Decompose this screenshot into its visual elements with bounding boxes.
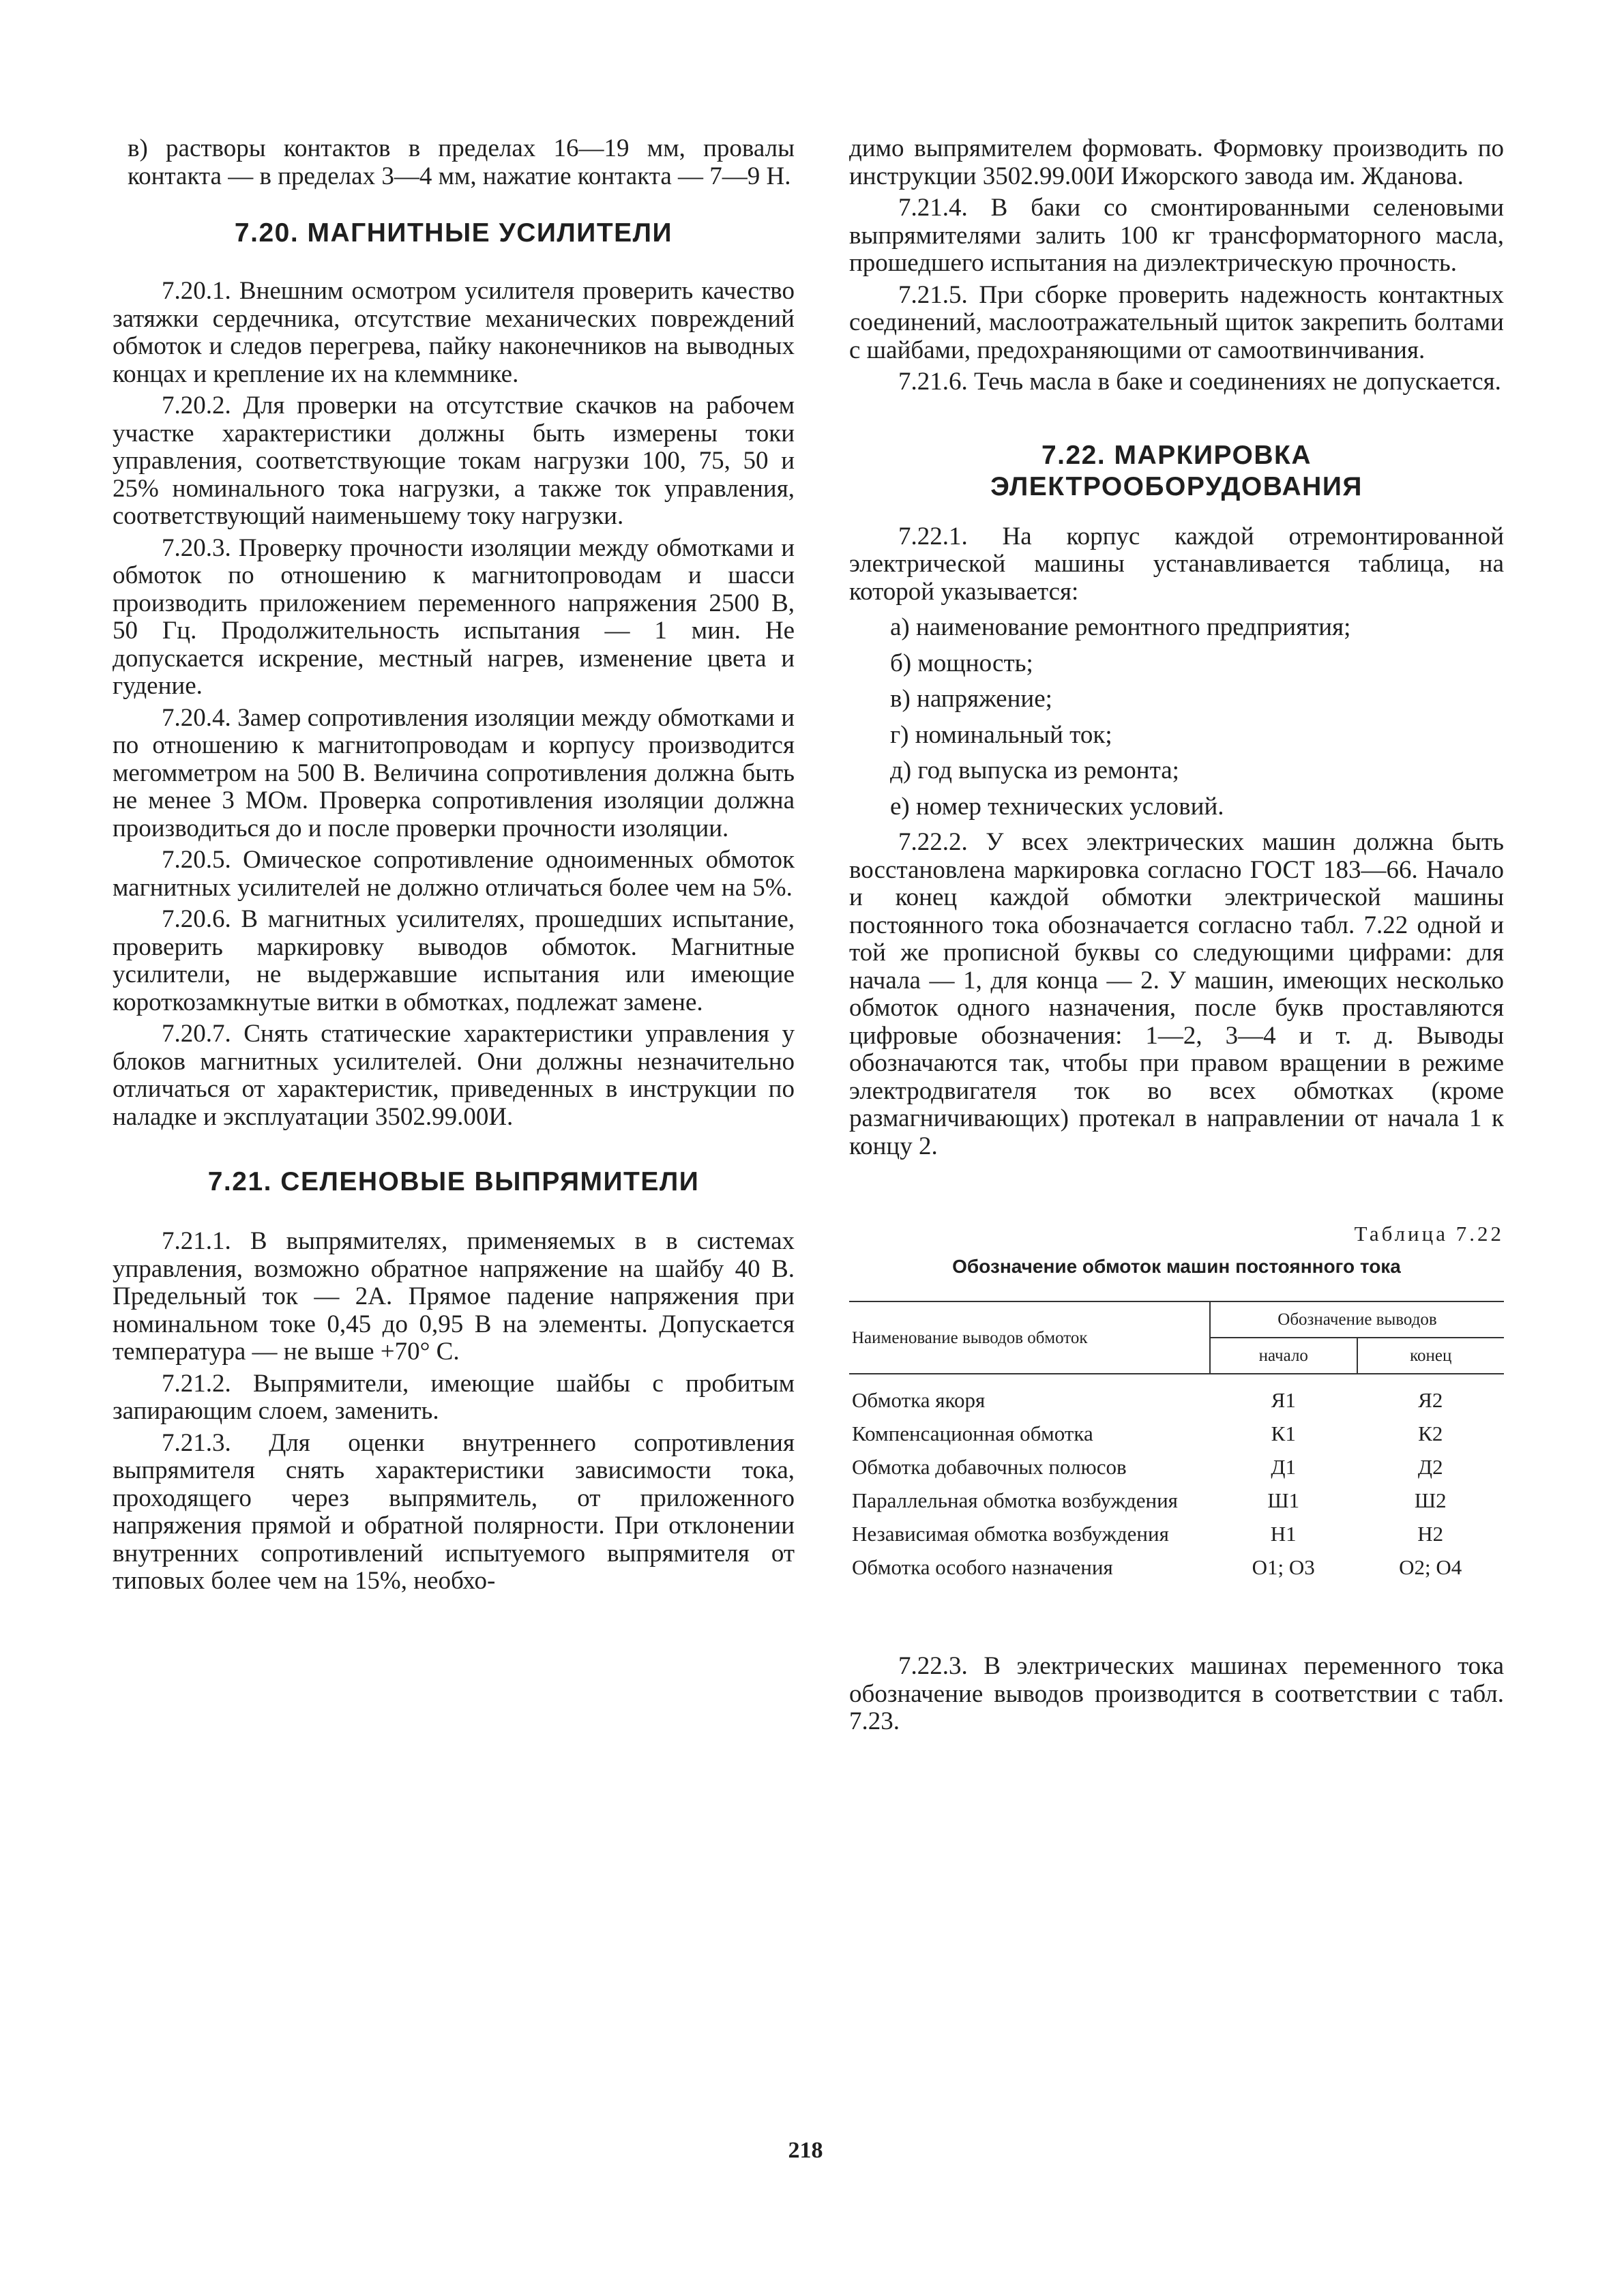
column-header-end: конец bbox=[1410, 1346, 1452, 1365]
right-column bbox=[849, 135, 1504, 1736]
page-number: 218 bbox=[788, 2138, 823, 2163]
row-end: К2 bbox=[1418, 1422, 1443, 1445]
section-7-22-heading-line2: ЭЛЕКТРООБОРУДОВАНИЯ bbox=[990, 471, 1363, 501]
paragraph-7-21-1: 7.21.1. В выпрямителях, применяемых в в системах управления, возможно обратное напряжение на шайбу 40 В. Предельный ток — 2А. Прямое падение напряжения при номинальном токе 0,45 до 0,95 В на элементы. Допускается температура — не выше +70° С. bbox=[113, 1227, 795, 1366]
row-name: Обмотка якоря bbox=[852, 1388, 986, 1412]
row-end: О2; О4 bbox=[1399, 1555, 1462, 1579]
paragraph-7-20-4: 7.20.4. Замер сопротивления изоляции между обмотками и по отношению к магнитопроводам и корпусу производится мегомметром на 500 В. Величина сопротивления должна быть не менее 3 МОм. Проверка сопротивления изоляции должна производиться до и после проверки прочности изоляции. bbox=[113, 703, 795, 842]
left-column bbox=[113, 135, 795, 1595]
paragraph-7-20-3: 7.20.3. Проверку прочности изоляции между обмотками и обмоток по отношению к магнитопроводам и шасси производить приложением переменного напряжения 2500 В, 50 Гц. Продолжительность испытания — 1 мин. Не допускается искрение, местный нагрев, изменение цвета и гудение. bbox=[113, 533, 795, 700]
list-item: д) год выпуска из ремонта; bbox=[890, 756, 1179, 784]
table-row bbox=[849, 1374, 1504, 1417]
table-row bbox=[849, 1484, 1504, 1517]
paragraph-7-21-2: 7.21.2. Выпрямители, имеющие шайбы с пробитым запирающим слоем, заменить. bbox=[113, 1369, 795, 1425]
table-row bbox=[849, 1550, 1504, 1585]
table-row bbox=[849, 1517, 1504, 1550]
row-end: Д2 bbox=[1417, 1455, 1443, 1479]
row-start: Ш1 bbox=[1267, 1488, 1300, 1512]
row-start: Д1 bbox=[1271, 1455, 1297, 1479]
column-header-group: Обозначение выводов bbox=[1210, 1301, 1504, 1338]
list-item: г) номинальный ток; bbox=[890, 720, 1112, 749]
row-name: Независимая обмотка возбуждения bbox=[852, 1522, 1169, 1546]
section-7-22-heading-line1: 7.22. МАРКИРОВКА bbox=[1041, 440, 1312, 470]
row-end: Я2 bbox=[1418, 1388, 1443, 1412]
paragraph-7-20-7: 7.20.7. Снять статические характеристики управления у блоков магнитных усилителей. Они должны незначительно отличаться от характеристик, приведенных в инструкции по наладке и эксплуатации 3502.99.00И. bbox=[113, 1020, 795, 1131]
section-7-21-heading: 7.21. СЕЛЕНОВЫЕ ВЫПРЯМИТЕЛИ bbox=[207, 1167, 700, 1196]
list-item: е) номер технических условий. bbox=[890, 792, 1224, 821]
paragraph-7-20-6: 7.20.6. В магнитных усилителях, прошедших испытание, проверить маркировку выводов обмоток. Магнитные усилители, не выдержавшие испытания или имеющие короткозамкнутые витки в обмотках, подлежат замене. bbox=[113, 905, 795, 1016]
list-item: в) напряжение; bbox=[890, 685, 1052, 713]
section-7-20-heading: 7.20. МАГНИТНЫЕ УСИЛИТЕЛИ bbox=[234, 218, 673, 248]
row-end: Ш2 bbox=[1414, 1488, 1447, 1512]
row-name: Обмотка особого назначения bbox=[852, 1555, 1113, 1579]
paragraph-7-21-4: 7.21.4. В баки со смонтированными селеновыми выпрямителями залить 100 кг трансформаторного масла, прошедшего испытания на диэлектрическую прочность. bbox=[849, 194, 1504, 277]
windings-table bbox=[849, 1301, 1504, 1585]
intro-paragraph: в) растворы контактов в пределах 16—19 мм, провалы контакта — в пределах 3—4 мм, нажатие контакта — 7—9 Н. bbox=[128, 134, 795, 190]
row-name: Компенсационная обмотка bbox=[852, 1422, 1093, 1445]
row-start: Н1 bbox=[1270, 1522, 1297, 1546]
marking-list bbox=[849, 614, 1504, 821]
table-title: Обозначение обмоток машин постоянного тока bbox=[952, 1256, 1401, 1277]
paragraph-7-20-5: 7.20.5. Омическое сопротивление одноименных обмоток магнитных усилителей не должно отличаться более чем на 5%. bbox=[113, 846, 795, 902]
row-start: К1 bbox=[1271, 1422, 1296, 1445]
row-end: Н2 bbox=[1417, 1522, 1444, 1546]
paragraph-7-20-2: 7.20.2. Для проверки на отсутствие скачков на рабочем участке характеристики должны быть измерены токи управления, соответствующие токам нагрузки 100, 75, 50 и 25% номинального тока нагрузки, а также ток управления, соответствующий наименьшему току нагрузки. bbox=[113, 392, 795, 530]
row-start: О1; О3 bbox=[1252, 1555, 1315, 1579]
row-name: Обмотка добавочных полюсов bbox=[852, 1455, 1127, 1479]
table-row bbox=[849, 1450, 1504, 1484]
paragraph-7-21-5: 7.21.5. При сборке проверить надежность контактных соединений, маслоотражательный щиток закрепить болтами с шайбами, предохраняющими от самоотвинчивания. bbox=[849, 280, 1504, 364]
section-7-22-heading bbox=[849, 440, 1504, 503]
list-item: б) мощность; bbox=[890, 649, 1033, 677]
list-item: а) наименование ремонтного предприятия; bbox=[890, 613, 1351, 641]
table-row bbox=[849, 1417, 1504, 1450]
paragraph-7-22-1: 7.22.1. На корпус каждой отремонтированной электрической машины устанавливается таблица, на которой указывается: bbox=[849, 522, 1504, 606]
paragraph-7-22-3: 7.22.3. В электрических машинах переменного тока обозначение выводов производится в соответствии с табл. 7.23. bbox=[849, 1652, 1504, 1735]
continuation-paragraph: димо выпрямителем формовать. Формовку производить по инструкции 3502.99.00И Ижорского завода им. Жданова. bbox=[849, 134, 1504, 190]
paragraph-7-22-2: 7.22.2. У всех электрических машин должна быть восстановлена маркировка согласно ГОСТ 183—66. Начало и конец каждой обмотки электрической машины постоянного тока обозначается согласно табл. 7.22 одной и той же прописной буквы со следующими цифрами: для начала — 1, для конца — 2. У машин, имеющих несколько обмоток одного назначения, после букв проставляются цифровые обозначения: 1—2, 3—4 и т. д. Выводы обозначаются так, чтобы при правом вращении в режиме электродвигателя ток во всех обмотках (кроме размагничивающих) протекал в направлении от начала 1 к концу 2. bbox=[849, 828, 1504, 1160]
row-name: Параллельная обмотка возбуждения bbox=[852, 1488, 1178, 1512]
paragraph-7-21-6: 7.21.6. Течь масла в баке и соединениях не допускается. bbox=[898, 368, 1501, 396]
row-start: Я1 bbox=[1271, 1388, 1296, 1412]
table-caption: Таблица 7.22 bbox=[1354, 1222, 1504, 1246]
column-header-start: начало bbox=[1210, 1338, 1357, 1374]
paragraph-7-20-1: 7.20.1. Внешним осмотром усилителя проверить качество затяжки сердечника, отсутствие механических повреждений обмоток и следов перегрева, пайку наконечников на выводных концах и крепление их на клеммнике. bbox=[113, 277, 795, 388]
column-header-name: Наименование выводов обмоток bbox=[849, 1301, 1210, 1374]
paragraph-7-21-3: 7.21.3. Для оценки внутреннего сопротивления выпрямителя снять характеристики зависимости тока, проходящего через выпрямитель, от приложенного напряжения прямой и обратной полярности. При отклонении внутренних сопротивлений испытуемого выпрямителя от типовых более чем на 15%, необхо- bbox=[113, 1428, 795, 1595]
